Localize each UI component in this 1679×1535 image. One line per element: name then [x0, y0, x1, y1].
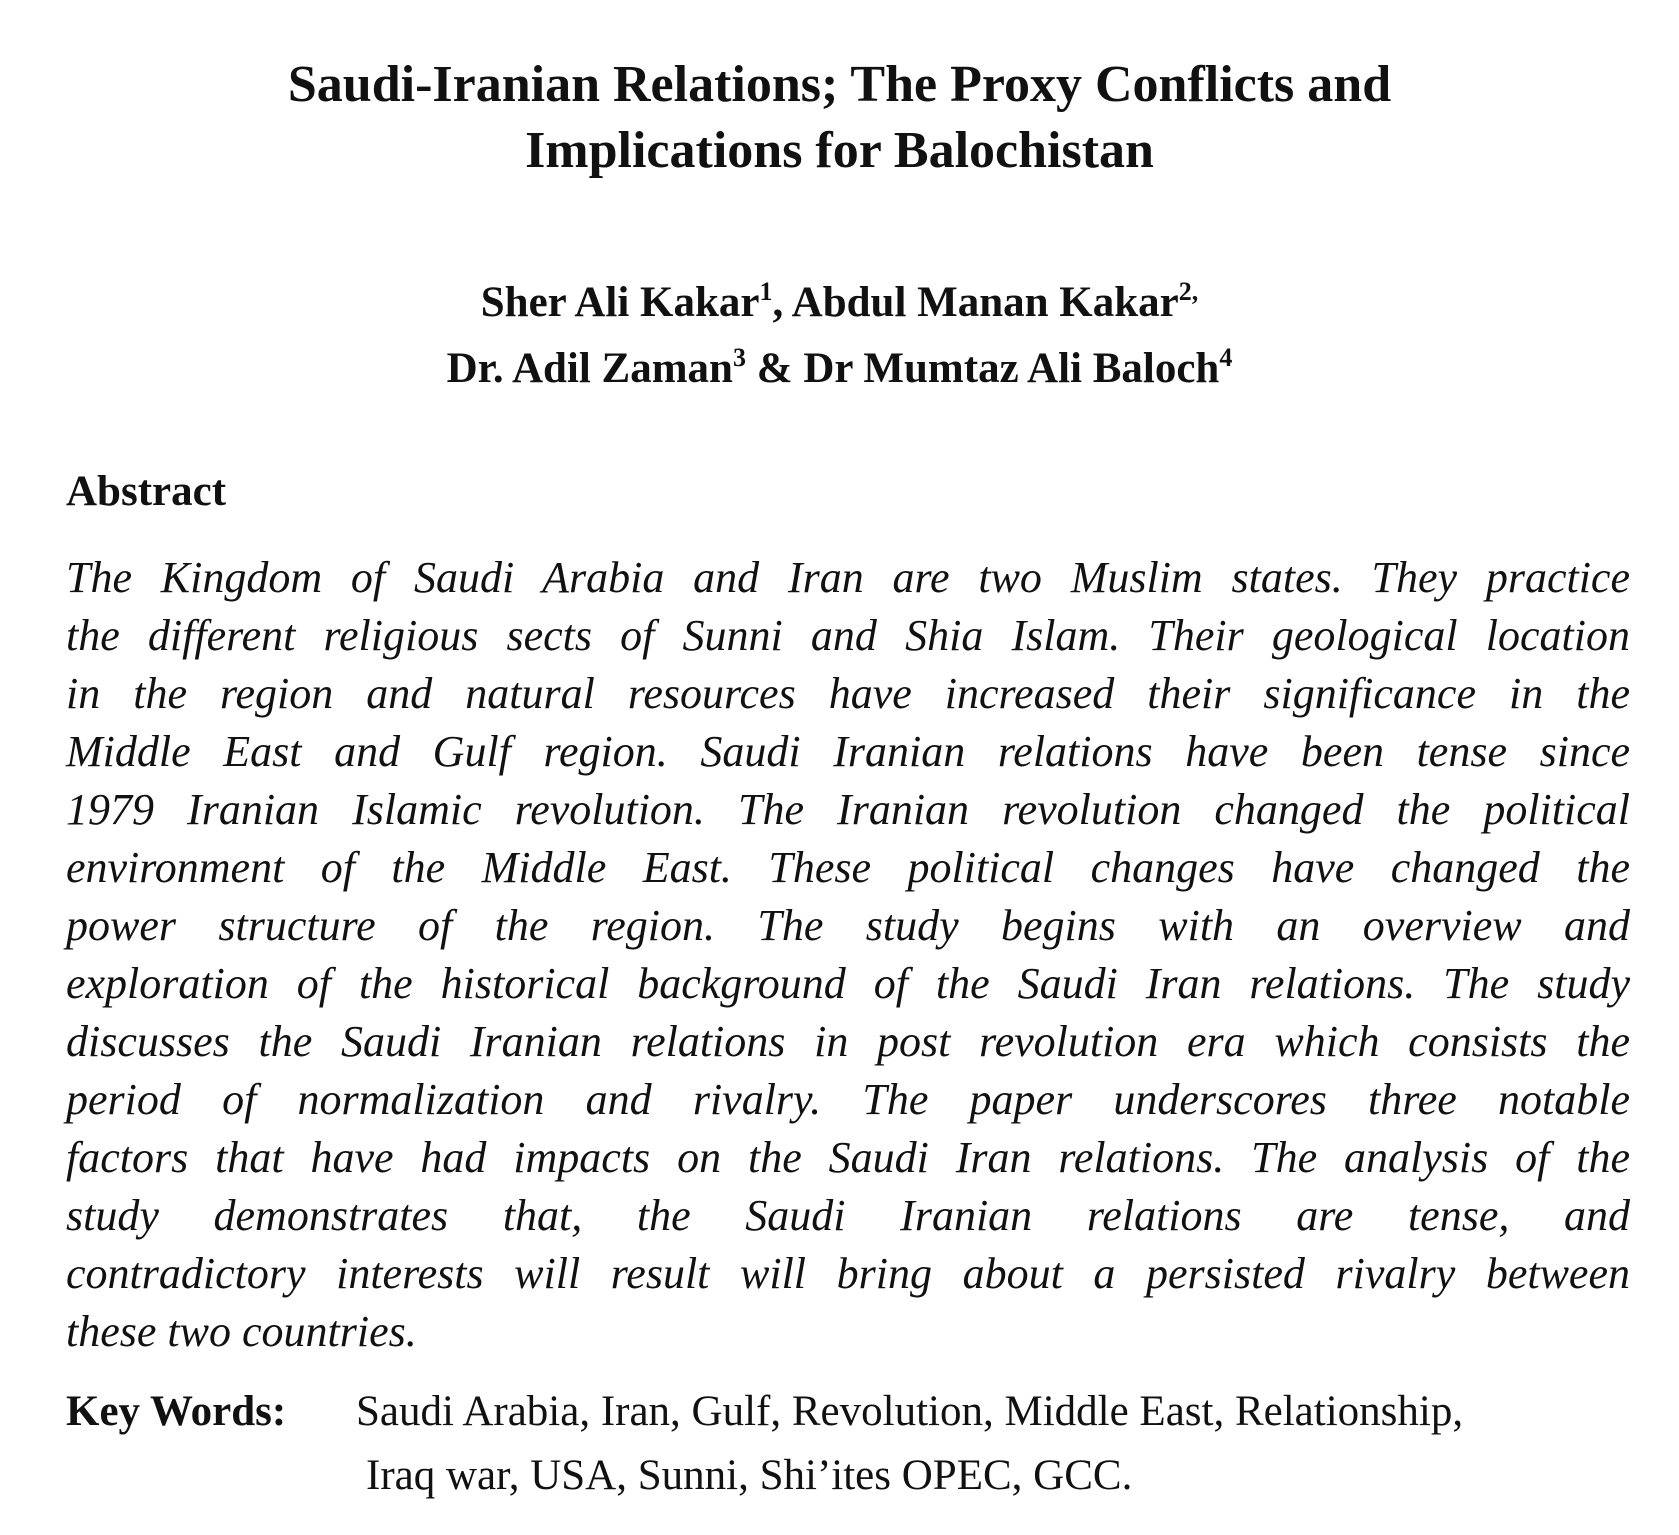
- abstract-line: factors that have had impacts on the Saudi Iran relations. The analysis of the: [66, 1133, 1630, 1182]
- abstract-line: 1979 Iranian Islamic revolution. The Iranian revolution changed the political: [66, 785, 1630, 834]
- author-line-2: [0, 336, 1679, 402]
- author-list: [0, 270, 1679, 402]
- author-affiliation: 1: [759, 277, 773, 306]
- abstract-line: study demonstrates that, the Saudi Iranian relations are tense, and: [66, 1191, 1630, 1240]
- abstract-line: the different religious sects of Sunni and Shia Islam. Their geological location: [66, 611, 1630, 660]
- abstract-line: exploration of the historical background of the Saudi Iran relations. The study: [66, 959, 1630, 1008]
- author-name: Dr. Adil Zaman: [446, 345, 733, 392]
- title-line-1: Saudi-Iranian Relations; The Proxy Conflicts and: [287, 56, 1392, 113]
- abstract-heading: Abstract: [66, 468, 227, 515]
- keywords-label: Key Words:: [66, 1388, 287, 1435]
- author-affiliation: 2,: [1178, 277, 1199, 306]
- author-name: Sher Ali Kakar: [480, 279, 760, 326]
- abstract-line: these two countries.: [66, 1307, 417, 1356]
- author-affiliation: 3: [732, 343, 746, 372]
- paper-title: [0, 52, 1679, 184]
- author-separator: ,: [772, 279, 792, 326]
- keywords-block: [66, 1380, 1630, 1508]
- abstract-line: environment of the Middle East. These political changes have changed the: [66, 843, 1630, 892]
- author-affiliation: 4: [1219, 343, 1233, 372]
- abstract-body: [66, 549, 1630, 1361]
- abstract-line: in the region and natural resources have increased their significance in the: [66, 669, 1630, 718]
- keywords-line-1: Saudi Arabia, Iran, Gulf, Revolution, Middle East, Relationship,: [356, 1388, 1464, 1435]
- author-name: Dr Mumtaz Ali Baloch: [803, 345, 1220, 392]
- author-separator: &: [745, 345, 804, 392]
- abstract-line: Middle East and Gulf region. Saudi Iranian relations have been tense since: [66, 727, 1630, 776]
- abstract-line: The Kingdom of Saudi Arabia and Iran are two Muslim states. They practice: [66, 553, 1630, 602]
- keywords-line-2: Iraq war, USA, Sunni, Shi’ites OPEC, GCC.: [366, 1452, 1133, 1499]
- author-name: Abdul Manan Kakar: [791, 279, 1179, 326]
- title-line-2: Implications for Balochistan: [525, 122, 1154, 179]
- abstract-line: discusses the Saudi Iranian relations in post revolution era which consists the: [66, 1017, 1630, 1066]
- author-line-1: [0, 270, 1679, 336]
- abstract-line: power structure of the region. The study begins with an overview and: [66, 901, 1630, 950]
- abstract-line: period of normalization and rivalry. The paper underscores three notable: [66, 1075, 1630, 1124]
- abstract-line: contradictory interests will result will bring about a persisted rivalry between: [66, 1249, 1630, 1298]
